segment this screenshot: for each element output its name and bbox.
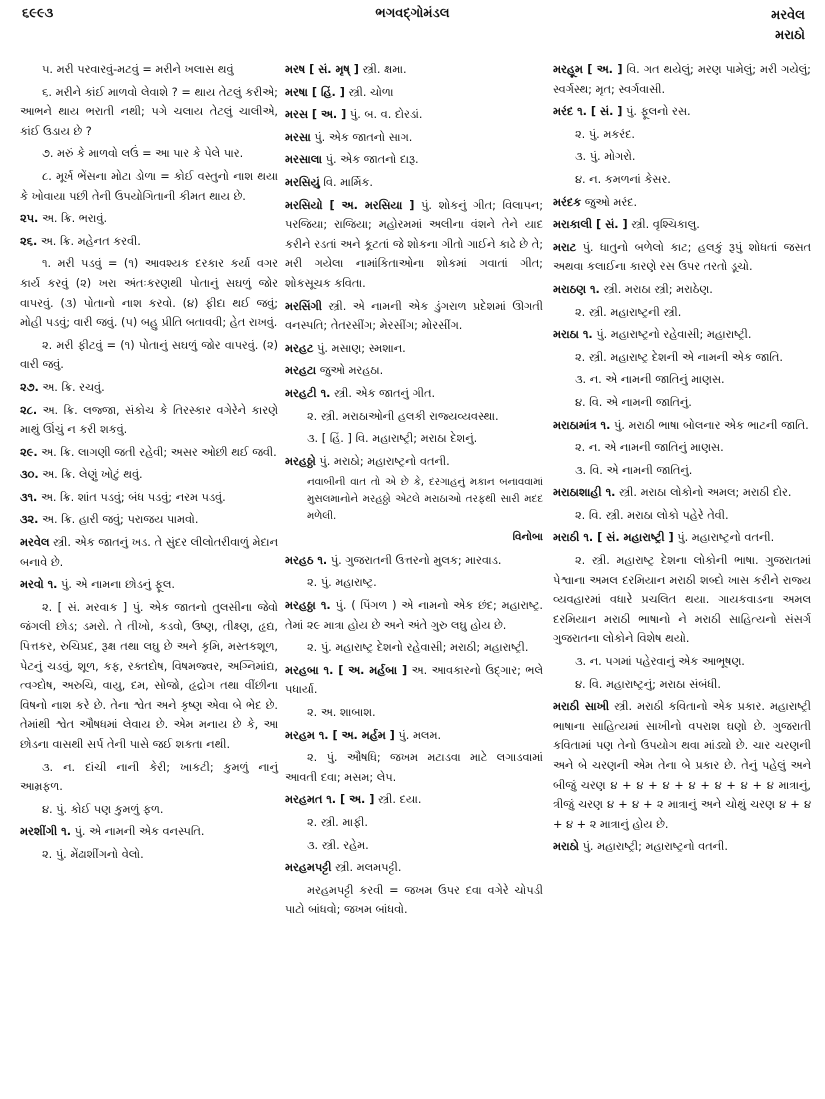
sub-sense: ૩. ન. દાંચી નાની કેરી; ખાકટી; કુમળું નાનું આમ્રફળ. bbox=[20, 760, 278, 794]
headword: ૩૦. bbox=[20, 468, 39, 482]
definition: અ. ક્રિ. શાંત પડવું; બંધ પડવું; નરમ પડવું. bbox=[37, 490, 226, 504]
dictionary-entry bbox=[285, 297, 543, 336]
sub-sense: ૨. સ્ત્રી. માફી. bbox=[307, 816, 368, 829]
sub-sense: ૧. મરી પડવું = (૧) આવશ્યક દરકાર કર્યા વગર કાર્ય કરવું (૨) ખરા અંતઃકરણથી પોતાનું સઘળું જોર વાપરવું. (૩) પોતાનો નાશ કરવો. (૪) ફીદા થઈ જવું; મોહી પડવું; વારી જવું. (૫) બહુ પ્રીતિ બતાવવી; હેત રાખવું. bbox=[20, 257, 278, 330]
dictionary-entry bbox=[285, 452, 543, 472]
definition: અ. ક્રિ. રચવું. bbox=[38, 380, 105, 394]
dictionary-entry bbox=[553, 102, 811, 122]
dictionary-entry bbox=[285, 83, 543, 103]
headword: મરહમત ૧. [ અ. ] bbox=[285, 793, 375, 807]
book-title: ભગવદ્ગોમંડલ bbox=[375, 6, 450, 21]
dictionary-entry bbox=[553, 528, 811, 548]
sub-sense: ૩. [ હિં. ] વિ. મહારાષ્ટ્રી; મરાઠા દેશનું. bbox=[307, 432, 478, 446]
definition: પું. મહારાષ્ટ્રનો રહેવાસી; મહારાષ્ટ્રી. bbox=[592, 328, 752, 342]
headword: મરસિયું bbox=[285, 175, 320, 189]
definition: પું. શોકનું ગીત; વિલાપન; પરજિયા; રાજિયા; મહોરમમાં અલીના વંશને તેને યાદ કરીને રડતાં અને કૂટતાં જે શોકના ગીતો ગાઈને કાઢે છે તે; મરી ગયેલા નામાંકિતાઓના શોકમાં ગવાતાં ગીત; શોકસૂચક કવિતા. bbox=[285, 198, 543, 290]
definition: અ. ક્રિ. લેણું ખોટું થવું. bbox=[38, 468, 143, 482]
sub-sense: ૨. સ્ત્રી. મરાઠાઓની હલકી રાજ્યવ્યવસ્થા. bbox=[307, 409, 499, 423]
headword: મરાઠામાંત્ર ૧. bbox=[553, 418, 611, 432]
sub-sense: ૪. પું. કોઈ પણ કુમળું ફળ. bbox=[42, 802, 164, 816]
headword: ૨૭. bbox=[20, 380, 39, 394]
headword: મરહઠ્ઠા ૧. bbox=[285, 599, 331, 613]
headword: મરસાલા bbox=[285, 153, 323, 167]
sub-sense: ૩. ન. એ નામની જાતિનું માણસ. bbox=[575, 373, 725, 387]
dictionary-entry bbox=[553, 416, 811, 436]
dictionary-entry bbox=[20, 822, 278, 842]
sub-sense: ૨. [ સં. મરવાક ] પું. એક જાતનો તુલસીના જેવો જંગલી છોડ; ડમરો. તે તીખો, કડવો, ઉષ્ણ, તીક્ષ્ણ, હૃદ્ય, પિત્તકર, રુચિપ્રદ, રૂક્ષ તથા લઘુ છે અને કૃમિ, મસ્તકશૂળ, પેટનું ચડવું, શૂળ, કફ, રક્તદોષ, વિષમજ્વર, અગ્નિમાંદ્ય, ત્વગ્દોષ, અરુચિ, વાયુ, દમ, સોજો, હૃદ્રોગ તથા વીંછીના વિષનો નાશ કરે છે. તેના શ્વેત અને કૃષ્ણ એવા બે ભેદ છે. તેમાંથી શ્વેત ઔષધમાં લેવાય છે. એમ મનાય છે કે, આ છોડના વાસથી સર્પ તેની પાસે જઈ શકતા નથી. bbox=[20, 600, 278, 751]
headword: મરવેલ bbox=[20, 536, 50, 550]
headword: મરષા [ હિં. ] bbox=[285, 85, 345, 99]
sub-sense: ૩. પું. મોગરો. bbox=[575, 150, 636, 164]
dictionary-entry bbox=[285, 173, 543, 193]
dictionary-entry bbox=[553, 193, 811, 213]
sub-sense: ૫. મરી પરવારવું-મટવું = મરીને ખલાસ થવું bbox=[42, 63, 234, 76]
headword: મરસા bbox=[285, 130, 311, 144]
definition: પું. મસાણ; સ્મશાન. bbox=[313, 341, 406, 355]
headword: મરંદ ૧. [ સં. ] bbox=[553, 105, 623, 119]
headword: ૨૬. bbox=[20, 234, 38, 248]
sub-sense: ૭. મરું કે માળવો લઉં = આ પાર કે પેલે પાર. bbox=[42, 147, 244, 161]
definition: સ્ત્રી. મરાઠા સ્ત્રી; મરાઠેણ. bbox=[599, 282, 713, 296]
sub-sense: ૬. મરીને કાંઈ માળવો લેવાશે ? = થાય તેટલું કરીએ; આભને થાય ભરાતી નથી; પગે ચલાય તેટલું ચાલીએ, કાંઈ ઉડાય છે ? bbox=[20, 85, 278, 138]
dictionary-entry bbox=[553, 325, 811, 345]
definition: પું. મહારાષ્ટ્રી; મહારાષ્ટ્રનો વતની. bbox=[578, 840, 728, 854]
definition: વિ. માર્મિક. bbox=[319, 175, 373, 189]
headword: મરાટ bbox=[553, 240, 577, 254]
dictionary-entry bbox=[553, 60, 811, 99]
definition: અ. ક્રિ. મહેનત કરવી. bbox=[37, 234, 141, 248]
headword: મરહટા bbox=[285, 364, 317, 378]
dictionary-entry bbox=[285, 196, 543, 294]
headword: મરહબા ૧. [ અ. મર્હબા ] bbox=[285, 663, 408, 677]
guide-word-first: મરવેલ bbox=[771, 8, 805, 23]
headword: મરહમ ૧. [ અ. મર્હમ ] bbox=[285, 728, 395, 742]
dictionary-entry bbox=[20, 401, 278, 440]
dictionary-entry bbox=[20, 488, 278, 508]
dictionary-entry bbox=[20, 443, 278, 463]
definition: સ્ત્રી. મરાઠા લોકોનો અમલ; મરાઠી દોર. bbox=[615, 486, 792, 500]
headword: મરવો ૧. bbox=[20, 578, 58, 592]
definition: સ્ત્રી. દયા. bbox=[374, 793, 422, 807]
dictionary-entry bbox=[285, 361, 543, 381]
headword: મરાઠી સાખી bbox=[553, 700, 610, 714]
headword: મરહૂમ [ અ. ] bbox=[553, 63, 623, 76]
sub-sense: ૨. વિ. સ્ત્રી. મરાઠા લોકો પહેરે તેવી. bbox=[575, 508, 729, 522]
dictionary-entry bbox=[20, 232, 278, 252]
definition: સ્ત્રી. મલમપટ્ટી. bbox=[331, 861, 402, 875]
headword: મરહઠ ૧. bbox=[285, 553, 328, 567]
sub-sense: ૨. ન. એ નામની જાતિનું માણસ. bbox=[575, 441, 724, 455]
definition: અ. ક્રિ. લજ્જા, સંકોચ કે તિરસ્કાર વગેરેને કારણે માથું ઊંચું ન કરી શકવું. bbox=[20, 403, 278, 437]
sub-sense: ૪. વિ. મહારાષ્ટ્રનું; મરાઠા સંબંધી. bbox=[575, 677, 721, 691]
definition: અ. ક્રિ. લાગણી જતી રહેવી; અસર ઓછી થઈ જવી. bbox=[37, 445, 277, 459]
sub-sense: ૨. પું. મકરંદ. bbox=[575, 127, 636, 141]
headword: ૨૫. bbox=[20, 212, 39, 226]
sub-sense: ૨. અ. શાબાશ. bbox=[307, 706, 376, 720]
definition: અ. ક્રિ. હારી જવું; પરાજય પામવો. bbox=[38, 513, 199, 527]
headword: મરહટી ૧. bbox=[285, 386, 331, 400]
headword: ૨૮. bbox=[20, 403, 38, 417]
headword: મરષ [ સં. મૃષ્ ] bbox=[285, 63, 359, 76]
headword: મરાકાલી [ સં. ] bbox=[553, 218, 628, 232]
definition: પું. ગુજરાતની ઉત્તરનો મુલક; મારવાડ. bbox=[327, 553, 502, 567]
headword: મરસિંગી bbox=[285, 299, 322, 313]
citation-author: વિનોબા bbox=[512, 531, 543, 544]
headword: મરહમપટ્ટી bbox=[285, 861, 332, 875]
dictionary-entry bbox=[285, 661, 543, 700]
dictionary-entry bbox=[20, 510, 278, 530]
column-1 bbox=[20, 60, 278, 868]
definition: પું. એ નામની એક વનસ્પતિ. bbox=[71, 825, 205, 839]
definition: અ. આવકારનો ઉદ્ગાર; ભલે પધાર્યા. bbox=[285, 663, 544, 697]
dictionary-entry bbox=[285, 596, 543, 635]
dictionary-entry bbox=[553, 238, 811, 277]
definition: સ્ત્રી. એ નામની એક ડુંગરાળ પ્રદેશમાં ઊગતી વનસ્પતિ; તેતરસીંગ; મેરસીંગ; મોરસીંગ. bbox=[285, 299, 543, 333]
sub-sense: ૨. સ્ત્રી. મહારાષ્ટ્ર દેશની એ નામની એક જાતિ. bbox=[575, 350, 783, 364]
dictionary-entry bbox=[20, 533, 278, 572]
headword: મરસ [ અ. ] bbox=[285, 108, 347, 122]
dictionary-entry bbox=[285, 150, 543, 170]
definition: પું. મહારાષ્ટ્રનો વતની. bbox=[673, 531, 775, 545]
definition: સ્ત્રી. ચોળા bbox=[344, 85, 394, 99]
citation-quote: નવાબીની વાત તો એ છે કે, દરગાહનું મકાન બનાવવામાં મુસલમાનોને મરહઠ્ઠો એટલે મરાઠાઓ તરફથી સારી મદદ મળેલી. bbox=[307, 476, 543, 523]
definition: પું. એક જાતનો સાગ. bbox=[310, 130, 413, 144]
dictionary-entry bbox=[553, 697, 811, 834]
headword: ૩૨. bbox=[20, 513, 39, 527]
sub-sense: ૩. વિ. એ નામની જાતિનું. bbox=[575, 463, 693, 477]
dictionary-entry bbox=[285, 726, 543, 746]
definition: પું. એક જાતનો દારૂ. bbox=[322, 153, 419, 167]
dictionary-entry bbox=[20, 209, 278, 229]
headword: મરંદક bbox=[553, 195, 582, 209]
dictionary-entry bbox=[285, 858, 543, 878]
definition: અ. ક્રિ. ભરાવું. bbox=[38, 212, 108, 226]
definition: સ્ત્રી. વૃશ્ચિકાલુ. bbox=[627, 218, 700, 232]
dictionary-entry bbox=[285, 105, 543, 125]
sub-sense: ૨. સ્ત્રી. મહારાષ્ટ્ર દેશના લોકોની ભાષા. ગુજરાતમાં પેશ્વાના અમલ દરમિયાન મરાઠી શબ્દો ખાસ કરીને રાજ્ય વ્યવહારમાં વધારે પ્રચલિત થયા. ગાયકવાડના અમલ દરમિયાન મરાઠી ભાષાનો ને મરાઠી સાહિત્યનો સંસર્ગ ગુજરાતના લોકોને વિશેષ થયો. bbox=[553, 554, 811, 646]
definition: સ્ત્રી. એક જાતનું ખડ. તે સુંદર લીલોતરીવાળું મેદાન બનાવે છે. bbox=[20, 536, 278, 569]
definition: પું. ફૂલનો રસ. bbox=[622, 105, 691, 119]
definition: પું. મરાઠી ભાષા બોલનાર એક ભાટની જાતિ. bbox=[610, 418, 809, 432]
dictionary-entry bbox=[285, 339, 543, 359]
headword: મરશીંગી ૧. bbox=[20, 825, 71, 839]
dictionary-entry bbox=[553, 483, 811, 503]
definition: પું. ( પિંગળ ) એ નામનો એક છંદ; મહારાષ્ટ્ર. તેમાં ૨૯ માત્રા હોય છે અને અંતે ગુરુ લઘુ હોય છે. bbox=[285, 599, 543, 632]
dictionary-entry bbox=[20, 378, 278, 398]
sub-sense: ૨. પું. મેંઢાશીંગનો વેલો. bbox=[42, 847, 144, 861]
dictionary-entry bbox=[553, 215, 811, 235]
headword: મરહઠ્ઠો bbox=[285, 454, 316, 468]
guide-word-last: મરાઠો bbox=[775, 28, 805, 43]
sub-sense: ૩. સ્ત્રી. રહેમ. bbox=[307, 838, 369, 852]
definition: સ્ત્રી. ક્ષમા. bbox=[358, 63, 407, 76]
column-2 bbox=[285, 60, 543, 923]
definition: વિ. ગત થયેલું; મરણ પામેલું; મરી ગયેલું; સ્વર્ગસ્થ; મૃત; સ્વર્ગવાસી. bbox=[553, 63, 811, 96]
sub-sense: ૮. મૂર્ખ ભેંસના મોટા ડોળા = કોઈ વસ્તુનો નાશ થયા કે ખોવાયા પછી તેની ઉપયોગિતાની કીમત થાય છે. bbox=[20, 169, 278, 203]
dictionary-entry bbox=[20, 575, 278, 595]
guide-words bbox=[771, 6, 805, 46]
column-3 bbox=[553, 60, 811, 860]
sub-sense: ૨. પું. ઔષધિ; જખમ મટાડવા માટે લગાડવામાં આવતી દવા; મસમ; લેપ. bbox=[285, 751, 543, 784]
headword: ૩૧. bbox=[20, 490, 38, 504]
definition: જુઓ મરંદ. bbox=[581, 195, 638, 209]
dictionary-entry bbox=[285, 551, 543, 571]
definition: પું. મરાઠો; મહારાષ્ટ્રનો વતની. bbox=[315, 454, 450, 468]
sub-sense: ૪. વિ. એ નામની જાતિનું. bbox=[575, 395, 692, 409]
definition: પું. એ નામના છોડનું ફૂલ. bbox=[57, 578, 175, 592]
headword: મરાઠો bbox=[553, 840, 579, 854]
definition: જુઓ મરહઠા. bbox=[316, 364, 384, 378]
definition: પું. મલમ. bbox=[394, 728, 442, 742]
headword: ૨૯. bbox=[20, 445, 38, 459]
sub-sense: ૨. પું. મહારાષ્ટ્ર. bbox=[307, 576, 377, 590]
definition: પું. બ. વ. દોરડાં. bbox=[346, 108, 423, 122]
dictionary-entry bbox=[553, 280, 811, 300]
definition: સ્ત્રી. એક જાતનું ગીત. bbox=[330, 386, 436, 400]
dictionary-entry bbox=[285, 384, 543, 404]
dictionary-entry bbox=[553, 837, 811, 857]
definition: સ્ત્રી. મરાઠી કવિતાનો એક પ્રકાર. મહારાષ્ટ્રી ભાષાના સાહિત્યમાં સાખીનો વપરાશ ઘણો છે. ગુજરાતી કવિતામાં પણ તેનો ઉપયોગ થવા માંડ્યો છે. ચાર ચરણની અને બે ચરણની એમ તેના બે પ્રકાર છે. તેનું પહેલું અને બીજું ચરણ ૪ + ૪ + ૪ + ૪ + ૪ + ૪ + ૪ માત્રાનું, ત્રીજું ચરણ ૪ + ૪ + ૨ માત્રાનું અને ચોથું ચરણ ૪ + ૪ + ૪ + ૨ માત્રાનું હોય છે. bbox=[553, 700, 811, 831]
headword: મરાઠા ૧. bbox=[553, 328, 593, 342]
sub-sense: ૨. મરી ફીટવું = (૧) પોતાનું સઘળું જોર વાપરવું. (૨) વારી જવું. bbox=[20, 338, 278, 372]
headword: મરસિયો [ અ. મરસિયા ] bbox=[285, 198, 415, 212]
headword: મરહટ bbox=[285, 341, 314, 355]
dictionary-entry bbox=[285, 790, 543, 810]
dictionary-entry bbox=[20, 465, 278, 485]
headword: મરાઠણ ૧. bbox=[553, 282, 600, 296]
headword: મરાઠાશાહી ૧. bbox=[553, 486, 616, 500]
sub-sense: ૩. ન. પગમાં પહેરવાનું એક આભૂષણ. bbox=[575, 655, 745, 669]
sub-sense: ૨. પું. મહારાષ્ટ્ર દેશનો રહેવાસી; મરાઠી; મહારાષ્ટ્રી. bbox=[307, 641, 529, 655]
definition: પું. ધાતુનો બળેલો કાટ; હલકું રૂપું શોધતાં જસત અથવા કલાઈના કારણે રસ ઉપર તરતો ડૂચો. bbox=[553, 240, 811, 274]
dictionary-entry bbox=[285, 60, 543, 80]
sub-sense: ૪. ન. કમળનાં કેસર. bbox=[575, 172, 671, 186]
sub-sense: ૨. સ્ત્રી. મહારાષ્ટ્રની સ્ત્રી. bbox=[575, 305, 682, 319]
page-number: ૬૯૯૩ bbox=[22, 6, 54, 21]
headword: મરાઠી ૧. [ સં. મહારાષ્ટ્રી ] bbox=[553, 531, 674, 545]
sub-sense: મરહમપટ્ટી કરવી = જખમ ઉપર દવા વગેરે ચોપડી પાટો બાંધવો; જખમ બાંધવો. bbox=[285, 883, 543, 917]
dictionary-entry bbox=[285, 128, 543, 148]
